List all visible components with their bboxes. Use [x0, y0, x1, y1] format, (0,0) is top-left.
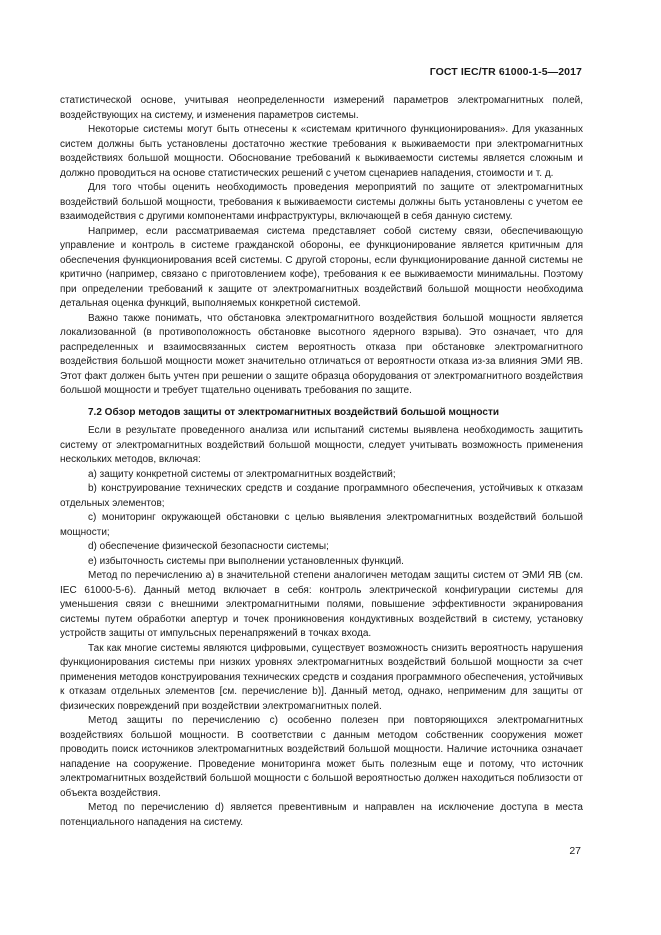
paragraph: статистической основе, учитывая неопределенности измерений параметров электромагнитных полей, воздействующих на систему, и изменения параметров системы. [60, 95, 583, 121]
list-item: e) избыточность системы при выполнении установленных функций. [88, 555, 404, 567]
section-heading: 7.2 Обзор методов защиты от электромагнитных воздействий большой мощности [88, 406, 499, 418]
paragraph: Важно также понимать, что обстановка электромагнитного воздействия большой мощности является локализованной (в противоположность обстановке высотного ядерного взрыва). Это означает, что для распределенных и взаимосвязанных систем вероятность отказа при обстановке электромагнитного воздействия большой мощности может значительно отличаться от вероятности отказа из-за влияния ЭМИ ЯВ. Этот факт должен быть учтен при решении о защите образца оборудования от электромагнитного воздействия большой мощности и требует тщательно оценивать требования по защите. [60, 312, 583, 396]
list-item: b) конструирование технических средств и создание программного обеспечения, устойчивых к отказам отдельных элементов; [60, 483, 583, 509]
paragraph: Метод по перечислению d) является превентивным и направлен на исключение доступа в места потенциального нападения на систему. [60, 802, 583, 828]
list-item: a) защиту конкретной системы от электромагнитных воздействий; [88, 468, 396, 480]
paragraph: Некоторые системы могут быть отнесены к «системам критичного функционирования». Для указанных систем должны быть установлены достаточно жесткие требования к выживаемости при электромагнитных воздействиях большой мощности. Обоснование требований к выживаемости системы является сложным и должно проводиться на основе статистических решений с учетом сценариев нападения, стоимости и т. д. [60, 124, 583, 179]
list-item: c) мониторинг окружающей обстановки с целью выявления электромагнитных воздействий большой мощности; [60, 512, 583, 538]
document-header: ГОСТ IEC/TR 61000-1-5—2017 [429, 66, 582, 78]
paragraph: Метод защиты по перечислению c) особенно полезен при повторяющихся электромагнитных воздействиях большой мощности. В соответствии с данным методом собственник сооружения может проводить поиск источников электромагнитных воздействий большой мощности. Наличие источника означает нападение на сооружение. Проведение мониторинга может быть полезным еще и потому, что источник электромагнитных воздействий большой мощности с большой вероятностью должен находиться поблизости от объекта воздействия. [60, 715, 583, 799]
page-number: 27 [569, 845, 581, 857]
paragraph: Так как многие системы являются цифровыми, существует возможность снизить вероятность нарушения функционирования системы при низких уровнях электромагнитных воздействий большой мощности за счет применения методов конструирования технических средств и создания программного обеспечения, устойчивых к отказам отдельных элементов [см. перечисление b)]. Данный метод, однако, неприменим для защиты от физических повреждений при воздействии электромагнитных полей. [60, 642, 583, 712]
paragraph: Например, если рассматриваемая система представляет собой систему связи, обеспечивающую управление и контроль в системе гражданской обороны, ее функционирование является критичным для обеспечения функционирования всей системы. С другой стороны, если функционирование данной системы не критично (например, связано с приготовлением кофе), требования к ее выживаемости минимальны. Поэтому при определении требований к защите от электромагнитных воздействий большой мощности необходима детальная оценка функций, выполняемых конкретной системой. [60, 225, 583, 309]
paragraph: Если в результате проведенного анализа или испытаний системы выявлена необходимость защитить систему от электромагнитных воздействий большой мощности, следует учитывать возможность применения нескольких методов, включая: [60, 425, 583, 465]
list-item: d) обеспечение физической безопасности системы; [88, 541, 329, 552]
paragraph: Метод по перечислению a) в значительной степени аналогичен методам защиты систем от ЭМИ ЯВ (см. IEC 61000-5-6). Данный метод включает в себя: контроль электрической конфигурации системы для уменьшения связи с внешними электромагнитными полями, повышение эффективности экранирования системы путем обработки апертур и точек проникновения кондуктивных воздействий в систему, установку устройств защиты от импульсных перенапряжений в точках входа. [60, 570, 583, 639]
paragraph: Для того чтобы оценить необходимость проведения мероприятий по защите от электромагнитных воздействий большой мощности, требования к выживаемости системы должны быть установлены с учетом ее взаимодействия с другими компонентами инфраструктуры, включающей в себя данную систему. [60, 182, 583, 222]
document-body [60, 94, 583, 830]
